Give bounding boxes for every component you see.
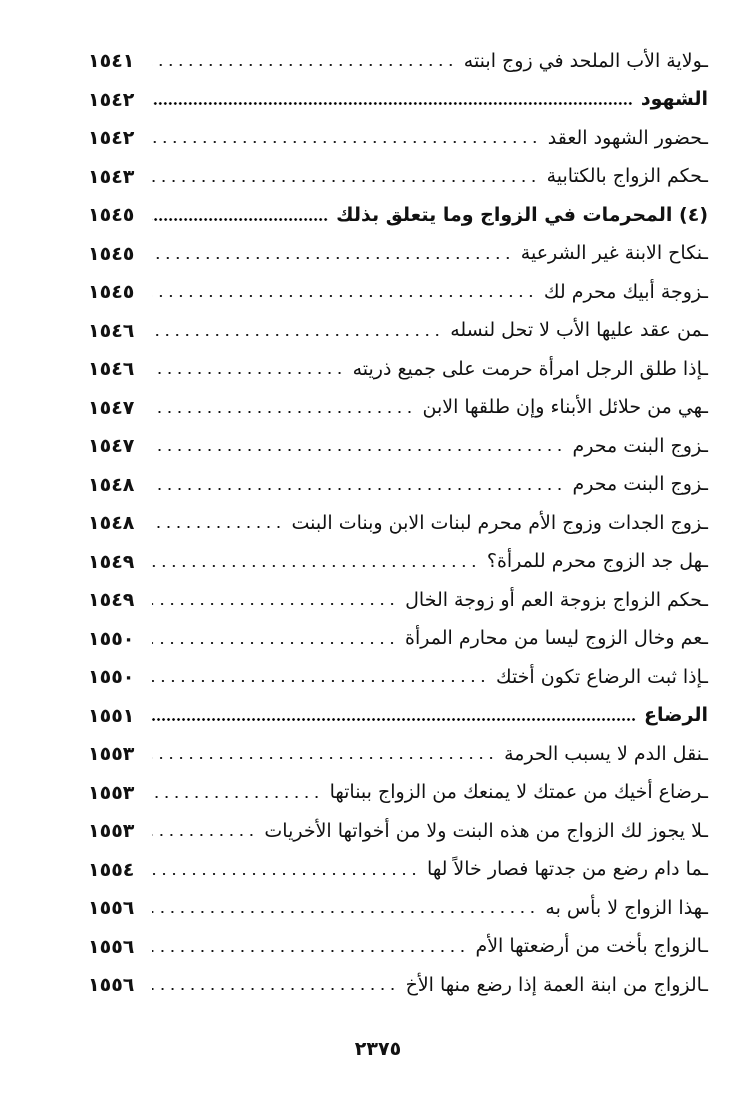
dot-leader xyxy=(152,372,345,374)
toc-entry-title: ـزوج الجدات وزوج الأم محرم لبنات الابن وبنات البنت xyxy=(291,511,708,534)
toc-entry-title: ـحكم الزواج بالكتابية xyxy=(546,165,708,188)
toc-section-heading xyxy=(88,196,708,235)
toc-entry-page: ١٥٤٦ xyxy=(88,358,135,381)
dot-leader xyxy=(152,102,633,105)
toc-entry-title: ـمن عقد عليها الأب لا تحل لنسله xyxy=(450,319,708,342)
toc-entry xyxy=(88,851,708,890)
dot-leader xyxy=(152,680,488,682)
toc-entry-page: ١٥٤٧ xyxy=(88,435,135,458)
toc-entry xyxy=(88,389,708,428)
toc-entry xyxy=(88,158,708,197)
toc-entry-title: ـإذا طلق الرجل امرأة حرمت على جميع ذريته xyxy=(352,357,708,380)
toc-entry-page: ١٥٥٦ xyxy=(88,897,135,920)
toc-entry xyxy=(88,658,708,697)
toc-entry-page: ١٥٤٧ xyxy=(88,396,135,419)
toc-entry xyxy=(88,581,708,620)
toc-entry xyxy=(88,620,708,659)
dot-leader xyxy=(152,603,397,605)
toc-entry-page: ١٥٤٥ xyxy=(88,281,135,304)
dot-leader xyxy=(152,218,328,221)
toc-entry-title: ـالزواج من ابنة العمة إذا رضع منها الأخ xyxy=(405,973,708,996)
toc-entry xyxy=(88,235,708,274)
toc-entry-title: ـزوج البنت محرم xyxy=(572,434,708,457)
toc-entry-title: ـرضاع أخيك من عمتك لا يمنعك من الزواج ببناتها xyxy=(329,781,708,804)
toc-entry-page: ١٥٥١ xyxy=(88,704,135,727)
toc-entry-page: ١٥٥٣ xyxy=(88,743,135,766)
toc-entry-page: ١٥٤٩ xyxy=(88,550,135,573)
toc-entry-page: ١٥٥٠ xyxy=(88,666,135,689)
dot-leader xyxy=(152,334,442,336)
toc-entry-title: الشهود xyxy=(640,88,708,111)
dot-leader xyxy=(152,141,540,143)
toc-entry xyxy=(88,889,708,928)
toc-entry xyxy=(88,966,708,1005)
toc-entry-title: ـنقل الدم لا يسبب الحرمة xyxy=(504,742,708,765)
dot-leader xyxy=(152,911,537,913)
toc-entry-title: ـزوجة أبيك محرم لك xyxy=(543,280,708,303)
toc-entry xyxy=(88,273,708,312)
toc-entry xyxy=(88,119,708,158)
toc-entry-title: ـإذا ثبت الرضاع تكون أختك xyxy=(495,665,708,688)
toc-entry-page: ١٥٥٦ xyxy=(88,974,135,997)
dot-leader xyxy=(152,180,539,182)
toc-entry-title: (٤) المحرمات في الزواج وما يتعلق بذلك xyxy=(336,203,708,226)
dot-leader xyxy=(152,488,565,490)
toc-entry xyxy=(88,466,708,505)
toc-entry xyxy=(88,812,708,851)
toc-entry-page: ١٥٥٣ xyxy=(88,820,135,843)
toc-entry xyxy=(88,504,708,543)
dot-leader xyxy=(152,950,467,952)
toc-entry xyxy=(88,312,708,351)
toc-section-heading xyxy=(88,81,708,120)
toc-entry xyxy=(88,928,708,967)
toc-entry-title: ـحضور الشهود العقد xyxy=(547,126,708,149)
toc-entry-page: ١٥٤٥ xyxy=(88,204,135,227)
toc-entry-page: ١٥٤٢ xyxy=(88,88,135,111)
dot-leader xyxy=(152,295,536,297)
dot-leader xyxy=(152,64,456,66)
dot-leader xyxy=(152,873,419,875)
dot-leader xyxy=(152,526,284,528)
toc-entry-page: ١٥٤٦ xyxy=(88,319,135,342)
toc-entry-page: ١٥٤٥ xyxy=(88,242,135,265)
toc-entry-page: ١٥٤٢ xyxy=(88,127,135,150)
toc-entry xyxy=(88,427,708,466)
dot-leader xyxy=(152,834,256,836)
toc-entry-page: ١٥٤٨ xyxy=(88,473,135,496)
toc-entry-title: ـما دام رضع من جدتها فصار خالاً لها xyxy=(427,858,708,881)
dot-leader xyxy=(152,718,636,721)
toc-entry-title: ـنكاح الابنة غير الشرعية xyxy=(520,242,708,265)
toc-entry-page: ١٥٥٦ xyxy=(88,935,135,958)
toc-entry-page: ١٥٥٠ xyxy=(88,627,135,650)
toc-entry-title: ـعم وخال الزوج ليسا من محارم المرأة xyxy=(405,627,708,650)
toc-entry xyxy=(88,42,708,81)
toc-entry-title: ـهذا الزواج لا بأس به xyxy=(545,896,708,919)
toc-entry xyxy=(88,774,708,813)
toc-entry-title: ـهل جد الزوج محرم للمرأة؟ xyxy=(486,550,708,573)
dot-leader xyxy=(152,796,322,798)
dot-leader xyxy=(152,411,414,413)
toc-entry xyxy=(88,543,708,582)
toc-entry-title: ـولاية الأب الملحد في زوج ابنته xyxy=(463,49,708,72)
table-of-contents xyxy=(88,42,708,1005)
toc-section-heading xyxy=(88,697,708,736)
toc-entry xyxy=(88,735,708,774)
toc-entry-page: ١٥٤٩ xyxy=(88,589,135,612)
toc-entry-title: ـالزواج بأخت من أرضعتها الأم xyxy=(475,935,708,958)
toc-entry xyxy=(88,350,708,389)
toc-entry-page: ١٥٥٤ xyxy=(88,858,135,881)
toc-entry-page: ١٥٤٣ xyxy=(88,165,135,188)
dot-leader xyxy=(152,257,513,259)
toc-entry-title: الرضاع xyxy=(644,704,708,727)
toc-entry-page: ١٥٤١ xyxy=(88,50,135,73)
toc-entry-title: ـزوج البنت محرم xyxy=(572,473,708,496)
toc-entry-title: ـحكم الزواج بزوجة العم أو زوجة الخال xyxy=(405,588,708,611)
dot-leader xyxy=(152,642,397,644)
dot-leader xyxy=(152,988,398,990)
dot-leader xyxy=(152,757,496,759)
toc-entry-title: ـلا يجوز لك الزواج من هذه البنت ولا من أخواتها الأخريات xyxy=(264,819,708,842)
dot-leader xyxy=(152,449,565,451)
dot-leader xyxy=(152,565,479,567)
page-number: ٢٣٧٥ xyxy=(354,1038,402,1060)
toc-entry-title: ـهي من حلائل الأبناء وإن طلقها الابن xyxy=(422,396,708,419)
toc-entry-page: ١٥٤٨ xyxy=(88,512,135,535)
toc-entry-page: ١٥٥٣ xyxy=(88,781,135,804)
